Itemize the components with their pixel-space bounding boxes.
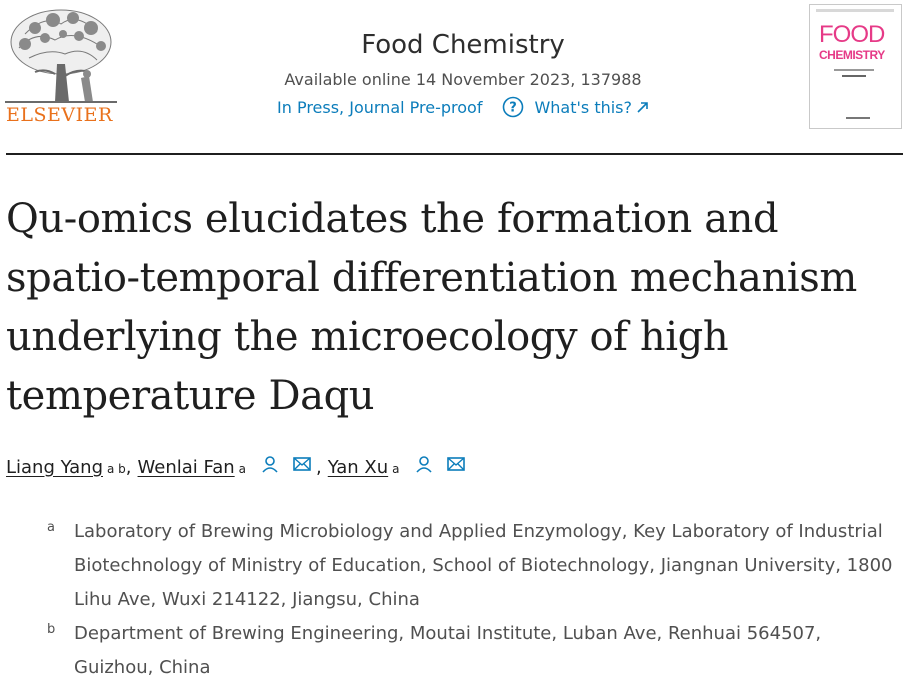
journal-cover-thumbnail[interactable] [809, 4, 902, 129]
journal-header [240, 30, 686, 118]
envelope-icon[interactable] [446, 455, 466, 473]
affiliation-b [47, 617, 897, 685]
author-separator: , [125, 457, 132, 478]
publisher-name: ELSEVIER [6, 104, 113, 126]
journal-title[interactable]: Food Chemistry [361, 30, 565, 60]
affiliation-text: Laboratory of Brewing Microbiology and Applied Enzymology, Key Laboratory of Industrial Biotechnology of Ministry of Education, School of Biotechnology, Jiangnan University, 1800 Lihu Ave, Wuxi 214122, Jiangsu, China [74, 521, 893, 610]
article-title: Qu-omics elucidates the formation and spatio-temporal differentiation mechanism underlying the microecology of high temperature Daqu [6, 196, 857, 419]
external-link-icon [636, 101, 649, 114]
cover-footer-line [846, 117, 870, 119]
author-list [6, 455, 466, 478]
availability-date: Available online 14 November 2023, 137988 [284, 70, 642, 89]
cover-text-line [834, 69, 874, 71]
whats-this-label: What's this? [534, 97, 632, 117]
author-name-wenlai-fan[interactable]: Wenlai Fan [137, 457, 235, 478]
affiliation-mark: a [47, 520, 55, 535]
svg-text:?: ? [509, 100, 518, 116]
author-affiliation-marks[interactable]: a b [107, 462, 126, 476]
person-icon[interactable] [260, 455, 280, 473]
cover-title-line1: FOOD [819, 21, 885, 48]
article-status-row [240, 96, 686, 118]
author-affiliation-marks[interactable]: a [238, 462, 247, 476]
author-affiliation-marks[interactable]: a [392, 462, 400, 476]
header-divider [6, 153, 903, 155]
affiliation-text: Department of Brewing Engineering, Moutai Institute, Luban Ave, Renhuai 564507, Guizhou, China [74, 623, 822, 678]
author-separator: , [316, 457, 322, 478]
affiliation-a [47, 515, 897, 617]
affiliation-mark: b [47, 622, 56, 637]
cover-text-line [842, 75, 866, 77]
envelope-icon[interactable] [292, 455, 312, 473]
tree-logo-icon [5, 4, 117, 104]
question-circle-icon [502, 96, 524, 118]
cover-header-strip [816, 9, 894, 12]
author-name-liang-yang[interactable]: Liang Yang [6, 457, 103, 478]
cover-title-line2: CHEMISTRY [819, 48, 885, 62]
whats-this-link[interactable] [492, 96, 649, 118]
person-icon[interactable] [414, 455, 434, 473]
author-name-yan-xu[interactable]: Yan Xu [327, 457, 389, 478]
in-press-link[interactable]: In Press, Journal Pre-proof [277, 97, 483, 117]
